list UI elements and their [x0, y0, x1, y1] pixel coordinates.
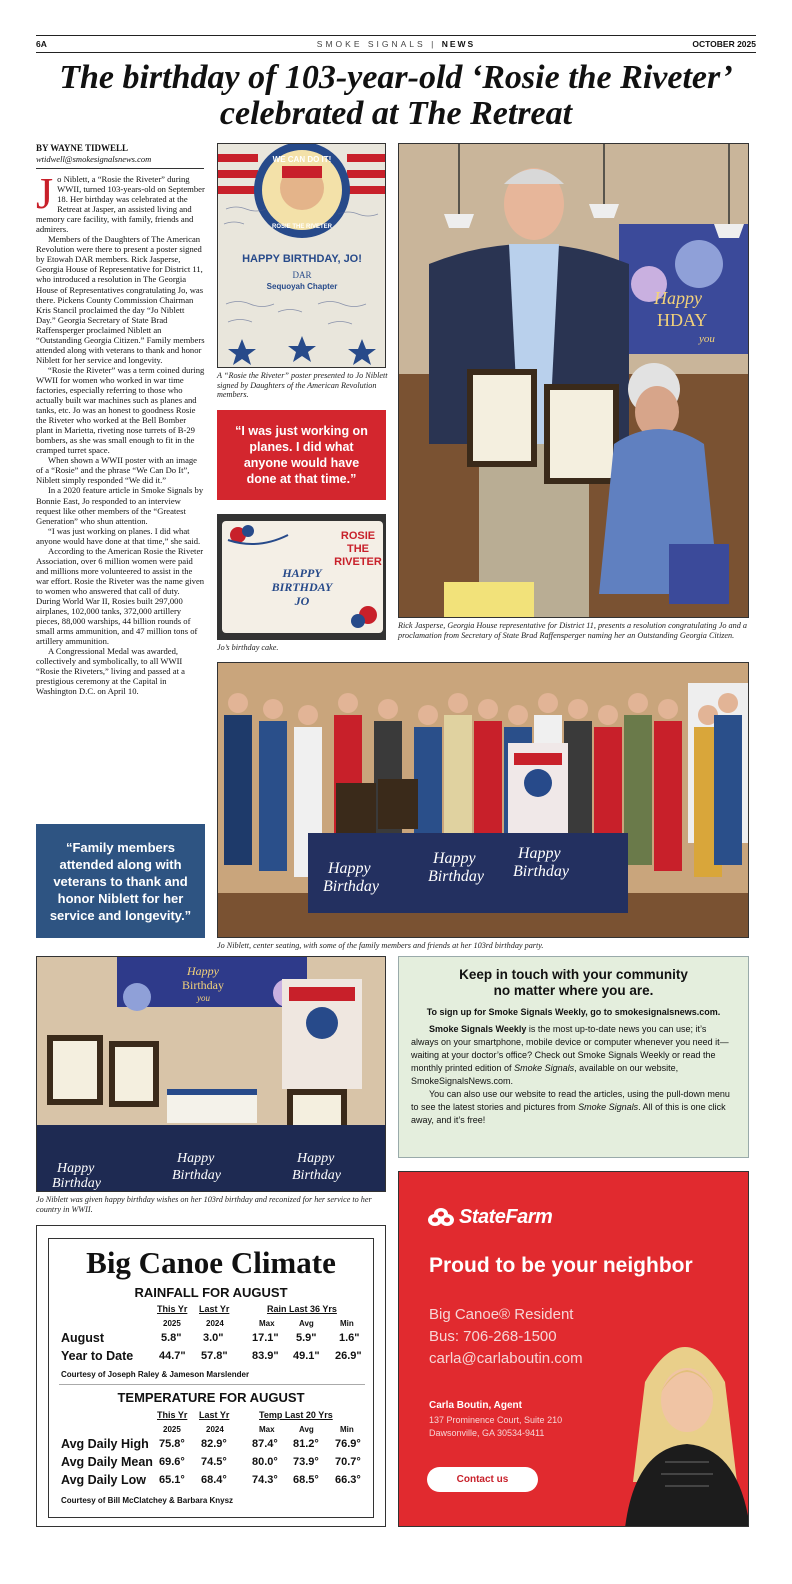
tablecloth-happy-1: Happy: [328, 860, 371, 877]
table-cloth-happy-1: Happy: [57, 1161, 95, 1176]
climate-box: [48, 1238, 374, 1518]
table-cloth-happy-3: Happy: [297, 1151, 335, 1166]
photo-rosie-poster: [217, 143, 386, 368]
temp-cell: 80.0°: [252, 1456, 278, 1468]
ad-agent-name: Carla Boutin, Agent: [429, 1400, 522, 1411]
cake-happy: HAPPY: [282, 566, 322, 580]
rain-year-last: 2024: [206, 1319, 224, 1328]
temp-stat-avg: Avg: [299, 1425, 314, 1434]
table-banner-you: you: [197, 993, 210, 1003]
byline-rule: [36, 168, 204, 169]
pull-quote-blue: “Family members attended along with veterans to thank and honor Niblett for her service and longevity.”: [36, 824, 205, 938]
person-head: [378, 699, 398, 719]
rain-stat-max: Max: [259, 1319, 275, 1328]
issue-date: OCTOBER 2025: [692, 39, 756, 49]
temp-title: TEMPERATURE FOR AUGUST: [117, 1390, 305, 1405]
contact-us-button[interactable]: Contact us: [427, 1467, 538, 1492]
tablecloth-birthday-1: Birthday: [323, 878, 379, 895]
person-body: [714, 715, 742, 865]
table-cloth-birthday-2: Birthday: [172, 1168, 221, 1183]
rain-cell: 57.8": [201, 1350, 228, 1362]
ad-headline: Proud to be your neighbor: [429, 1254, 693, 1277]
poster-chapter: Sequoyah Chapter: [266, 282, 338, 291]
rain-row-label: August: [61, 1331, 105, 1345]
rain-cell: 5.8": [161, 1332, 182, 1344]
article-paragraph: “I was just working on planes. I did what anyone would have done at that time,” she said.: [36, 525, 201, 546]
person-head: [658, 699, 678, 719]
article-paragraph: Members of the Daughters of The American Revolution were there to present a poster signed by Etowah DAR members. Rick Jasperse, Georgia House of Representative for District 11, who introduced a resolution in The Georgia House of Representatives congratulating Jo, was there. Pickens County Commission Chairman Kris Stancil proclaimed the day “Jo Niblett Day.” Georgia Secretary of State Brad Raffensperger proclaimed Niblett an “Outstanding Georgia Citizen.” Family members attended along with veterans to thank and honor Niblett for her service and longevity.: [36, 234, 205, 365]
community-title: Keep in touch with your community no matter where you are.: [459, 967, 688, 998]
tablecloth-happy-2: Happy: [433, 850, 476, 867]
person-head: [538, 693, 558, 713]
rain-year-this: 2025: [163, 1319, 181, 1328]
community-signup[interactable]: To sign up for Smoke Signals Weekly, go to smokesignalsnews.com.: [426, 1007, 721, 1017]
banner-you: you: [699, 333, 715, 345]
person-head: [338, 693, 358, 713]
banner-hday: HDAY: [657, 310, 708, 330]
person-head: [508, 705, 528, 725]
rain-header-this-yr: This Yr: [157, 1304, 188, 1314]
temp-stat-min: Min: [340, 1425, 354, 1434]
temp-cell: 75.8°: [159, 1438, 185, 1450]
photo-birthday-table: [36, 956, 386, 1192]
person-head: [263, 699, 283, 719]
publication-name: [0, 39, 792, 49]
temp-cell: 66.3°: [335, 1474, 361, 1486]
rain-cell: 1.6": [339, 1332, 360, 1344]
rain-cell: 17.1": [252, 1332, 279, 1344]
cake-the: THE: [347, 543, 369, 555]
temp-cell: 70.7°: [335, 1456, 361, 1468]
temp-cell: 73.9°: [293, 1456, 319, 1468]
person-body: [654, 721, 682, 871]
photo-group-party: [217, 662, 749, 938]
temp-cell: 74.3°: [252, 1474, 278, 1486]
community-promo-box: [398, 956, 749, 1158]
ad-resident: Big Canoe® Resident: [429, 1306, 574, 1323]
rain-cell: 44.7": [159, 1350, 186, 1362]
table-cloth-birthday-1: Birthday: [52, 1176, 101, 1191]
temp-header-range: Temp Last 20 Yrs: [259, 1410, 333, 1420]
community-paragraph-2: You can also use our website to read the articles, using the pull-down menu to see the latest stories and pictures from Smoke Signals. All of this is one click away, and it’s free!: [411, 1089, 730, 1125]
community-paragraph-1: Smoke Signals Weekly is the most up-to-date news you can use; it’s always on your smartphone, mobile device or computer whenever you need it—waiting at your doctor’s office? Check out Smoke Signals Weekly or read the monthly printed edition of Smoke Signals, available on our website, SmokeSignalsNews.com.: [411, 1024, 729, 1086]
article-paragraph: A Congressional Medal was awarded, collectively and symbolically, to all WWII “Rosie the Riveters,” living and passed at a prestigious ceremony at the Capital in Washington D.C. on April 10.: [36, 646, 185, 697]
rain-cell: 49.1": [293, 1350, 320, 1362]
photo-birthday-cake: [217, 514, 386, 640]
poster-happy-birthday: HAPPY BIRTHDAY, JO!: [242, 253, 362, 265]
temp-cell: 81.2°: [293, 1438, 319, 1450]
rain-cell: 5.9": [296, 1332, 317, 1344]
agent-portrait: [625, 1322, 749, 1527]
statefarm-logo-icon: [427, 1208, 455, 1228]
photo-jasperse-presentation: [398, 143, 749, 618]
ad-phone: Bus: 706-268-1500: [429, 1328, 557, 1345]
temp-row-label: Avg Daily Mean: [61, 1455, 153, 1469]
rain-header-last-yr: Last Yr: [199, 1304, 230, 1314]
article-paragraph: According to the American Rosie the Riveter Association, over 6 million women were paid and millions more volunteered to assist in the war effort. Rosie the Riveter was the name given to women who answered that call of duty. During World War II, Rosies built 297,000 airplanes, 102,000 tanks, 372,000 artillery pieces, 88,000 warships, 44 billion rounds of small arms ammunition, and 47 million tons of artillery ammunition.: [36, 545, 205, 647]
table-cloth-birthday-3: Birthday: [292, 1168, 341, 1183]
person-head: [298, 705, 318, 725]
poster-we-can-do-it: WE CAN DO IT!: [272, 155, 332, 164]
temp-credit: Courtesy of Bill McClatchey & Barbara Knysz: [61, 1496, 234, 1505]
temp-cell: 82.9°: [201, 1438, 227, 1450]
person-head: [448, 693, 468, 713]
temp-stat-max: Max: [259, 1425, 275, 1434]
section-name: NEWS: [441, 39, 476, 49]
byline-author: BY WAYNE TIDWELL: [36, 143, 129, 153]
rain-stat-min: Min: [340, 1319, 354, 1328]
statefarm-ad: [398, 1171, 749, 1527]
rain-header-range: Rain Last 36 Yrs: [267, 1304, 337, 1314]
drop-cap: J: [36, 169, 54, 218]
publication-title: SMOKE SIGNALS: [316, 39, 426, 49]
statefarm-logo: StateFarm: [459, 1206, 553, 1228]
temp-year-this: 2025: [163, 1425, 181, 1434]
page-number: 6A: [36, 39, 47, 49]
person-head: [568, 699, 588, 719]
rain-credit: Courtesy of Joseph Raley & Jameson Marslender: [61, 1370, 250, 1379]
table-banner-birthday: Birthday: [182, 978, 224, 992]
temp-header-last-yr: Last Yr: [199, 1410, 230, 1420]
person-head: [598, 705, 618, 725]
cake-riveter: RIVETER: [334, 556, 382, 568]
ad-address-line1: 137 Prominence Court, Suite 210: [429, 1415, 563, 1425]
temp-header-this-yr: This Yr: [157, 1410, 188, 1420]
poster-dar: DAR: [292, 270, 312, 280]
caption-group: Jo Niblett, center seating, with some of the family members and friends at her 103rd birthday party.: [217, 941, 544, 950]
poster-rosie: ROSIE THE RIVETER: [271, 224, 333, 230]
header-rule-top: [36, 35, 756, 36]
person-body: [259, 721, 287, 871]
header-rule-bottom: [36, 52, 756, 53]
person-head: [228, 693, 248, 713]
person-head: [418, 705, 438, 725]
rain-cell: 26.9": [335, 1350, 362, 1362]
temp-cell: 68.5°: [293, 1474, 319, 1486]
temp-cell: 65.1°: [159, 1474, 185, 1486]
tablecloth-birthday-3: Birthday: [513, 863, 569, 880]
climate-title: Big Canoe Climate: [86, 1245, 336, 1280]
table-cloth-happy-2: Happy: [177, 1151, 215, 1166]
temp-row-label: Avg Daily Low: [61, 1473, 146, 1487]
temp-year-last: 2024: [206, 1425, 224, 1434]
page-title: The birthday of 103-year-old ‘Rosie the Riveter’ celebrated at The Retreat: [59, 59, 733, 132]
article-body: [36, 169, 205, 697]
article-paragraph: When shown a WWII poster with an image of a “Rosie” and the phrase “We Can Do It”, Niblett simply responded “We did it.”: [36, 455, 197, 486]
person-head: [478, 699, 498, 719]
caption-jasperse: Rick Jasperse, Georgia House representative for District 11, presents a resolution congratulating Jo and a proclamation from Secretary of State Brad Raffensperger naming her an Outstanding Georgia Citizen.: [398, 621, 747, 640]
article-paragraph: “Rosie the Riveter” was a term coined during WWII for women who worked in war time factories, especially referring to those who actually built war machines such as planes and tanks, etc. Jo was an honest to goodness Rosie the Riveter who worked at the Bell Bomber plant in Marietta, riveting nose turrets of B-29 bombers, as she was small enough to fit in the cramped turret space.: [36, 364, 205, 456]
byline-email: wtidwell@smokesignalsnews.com: [36, 154, 152, 164]
pull-quote-red: “I was just working on planes. I did what anyone would have done at that time.”: [217, 410, 386, 500]
rain-cell: 3.0": [203, 1332, 224, 1344]
table-banner-happy: Happy: [187, 964, 219, 978]
rain-cell: 83.9": [252, 1350, 279, 1362]
temp-cell: 68.4°: [201, 1474, 227, 1486]
caption-table: Jo Niblett was given happy birthday wishes on her 103rd birthday and reconized for her service to her country in WWII.: [36, 1195, 372, 1214]
climate-divider: [59, 1384, 365, 1385]
tablecloth-birthday-2: Birthday: [428, 868, 484, 885]
person-head: [718, 693, 738, 713]
person-head: [628, 693, 648, 713]
rain-row-label: Year to Date: [61, 1349, 134, 1363]
temp-cell: 87.4°: [252, 1438, 278, 1450]
cake-rosie: ROSIE: [340, 530, 376, 542]
temp-cell: 76.9°: [335, 1438, 361, 1450]
person-body: [624, 715, 652, 865]
header-separator: |: [431, 39, 437, 49]
article-paragraph: Jo Niblett, a “Rosie the Riveter” during WWII, turned 103-years-old on September 18. Her birthday was celebrated at the Retreat at Jasper, an assisted living and memory care facility, with family, friends and admirers.: [36, 169, 205, 235]
temp-cell: 74.5°: [201, 1456, 227, 1468]
temp-cell: 69.6°: [159, 1456, 185, 1468]
banner-happy: Happy: [654, 288, 702, 308]
person-body: [224, 715, 252, 865]
caption-cake: Jo’s birthday cake.: [217, 643, 279, 652]
temp-row-label: Avg Daily High: [61, 1437, 149, 1451]
tablecloth-happy-3: Happy: [518, 845, 561, 862]
cake-birthday: BIRTHDAY: [271, 580, 333, 594]
ad-address-line2: Dawsonville, GA 30534-9411: [429, 1428, 545, 1438]
article-paragraph: In a 2020 feature article in Smoke Signals by Bonnie East, Jo responded to an interview request like other members of the “Greatest Generation” who shun attention.: [36, 485, 204, 526]
rain-title: RAINFALL FOR AUGUST: [134, 1285, 288, 1300]
caption-poster: A “Rosie the Riveter” poster presented to Jo Niblett signed by Daughters of the American Revolution members.: [217, 371, 388, 400]
ad-email: carla@carlaboutin.com: [429, 1350, 583, 1367]
cake-jo: JO: [294, 594, 310, 608]
rain-stat-avg: Avg: [299, 1319, 314, 1328]
